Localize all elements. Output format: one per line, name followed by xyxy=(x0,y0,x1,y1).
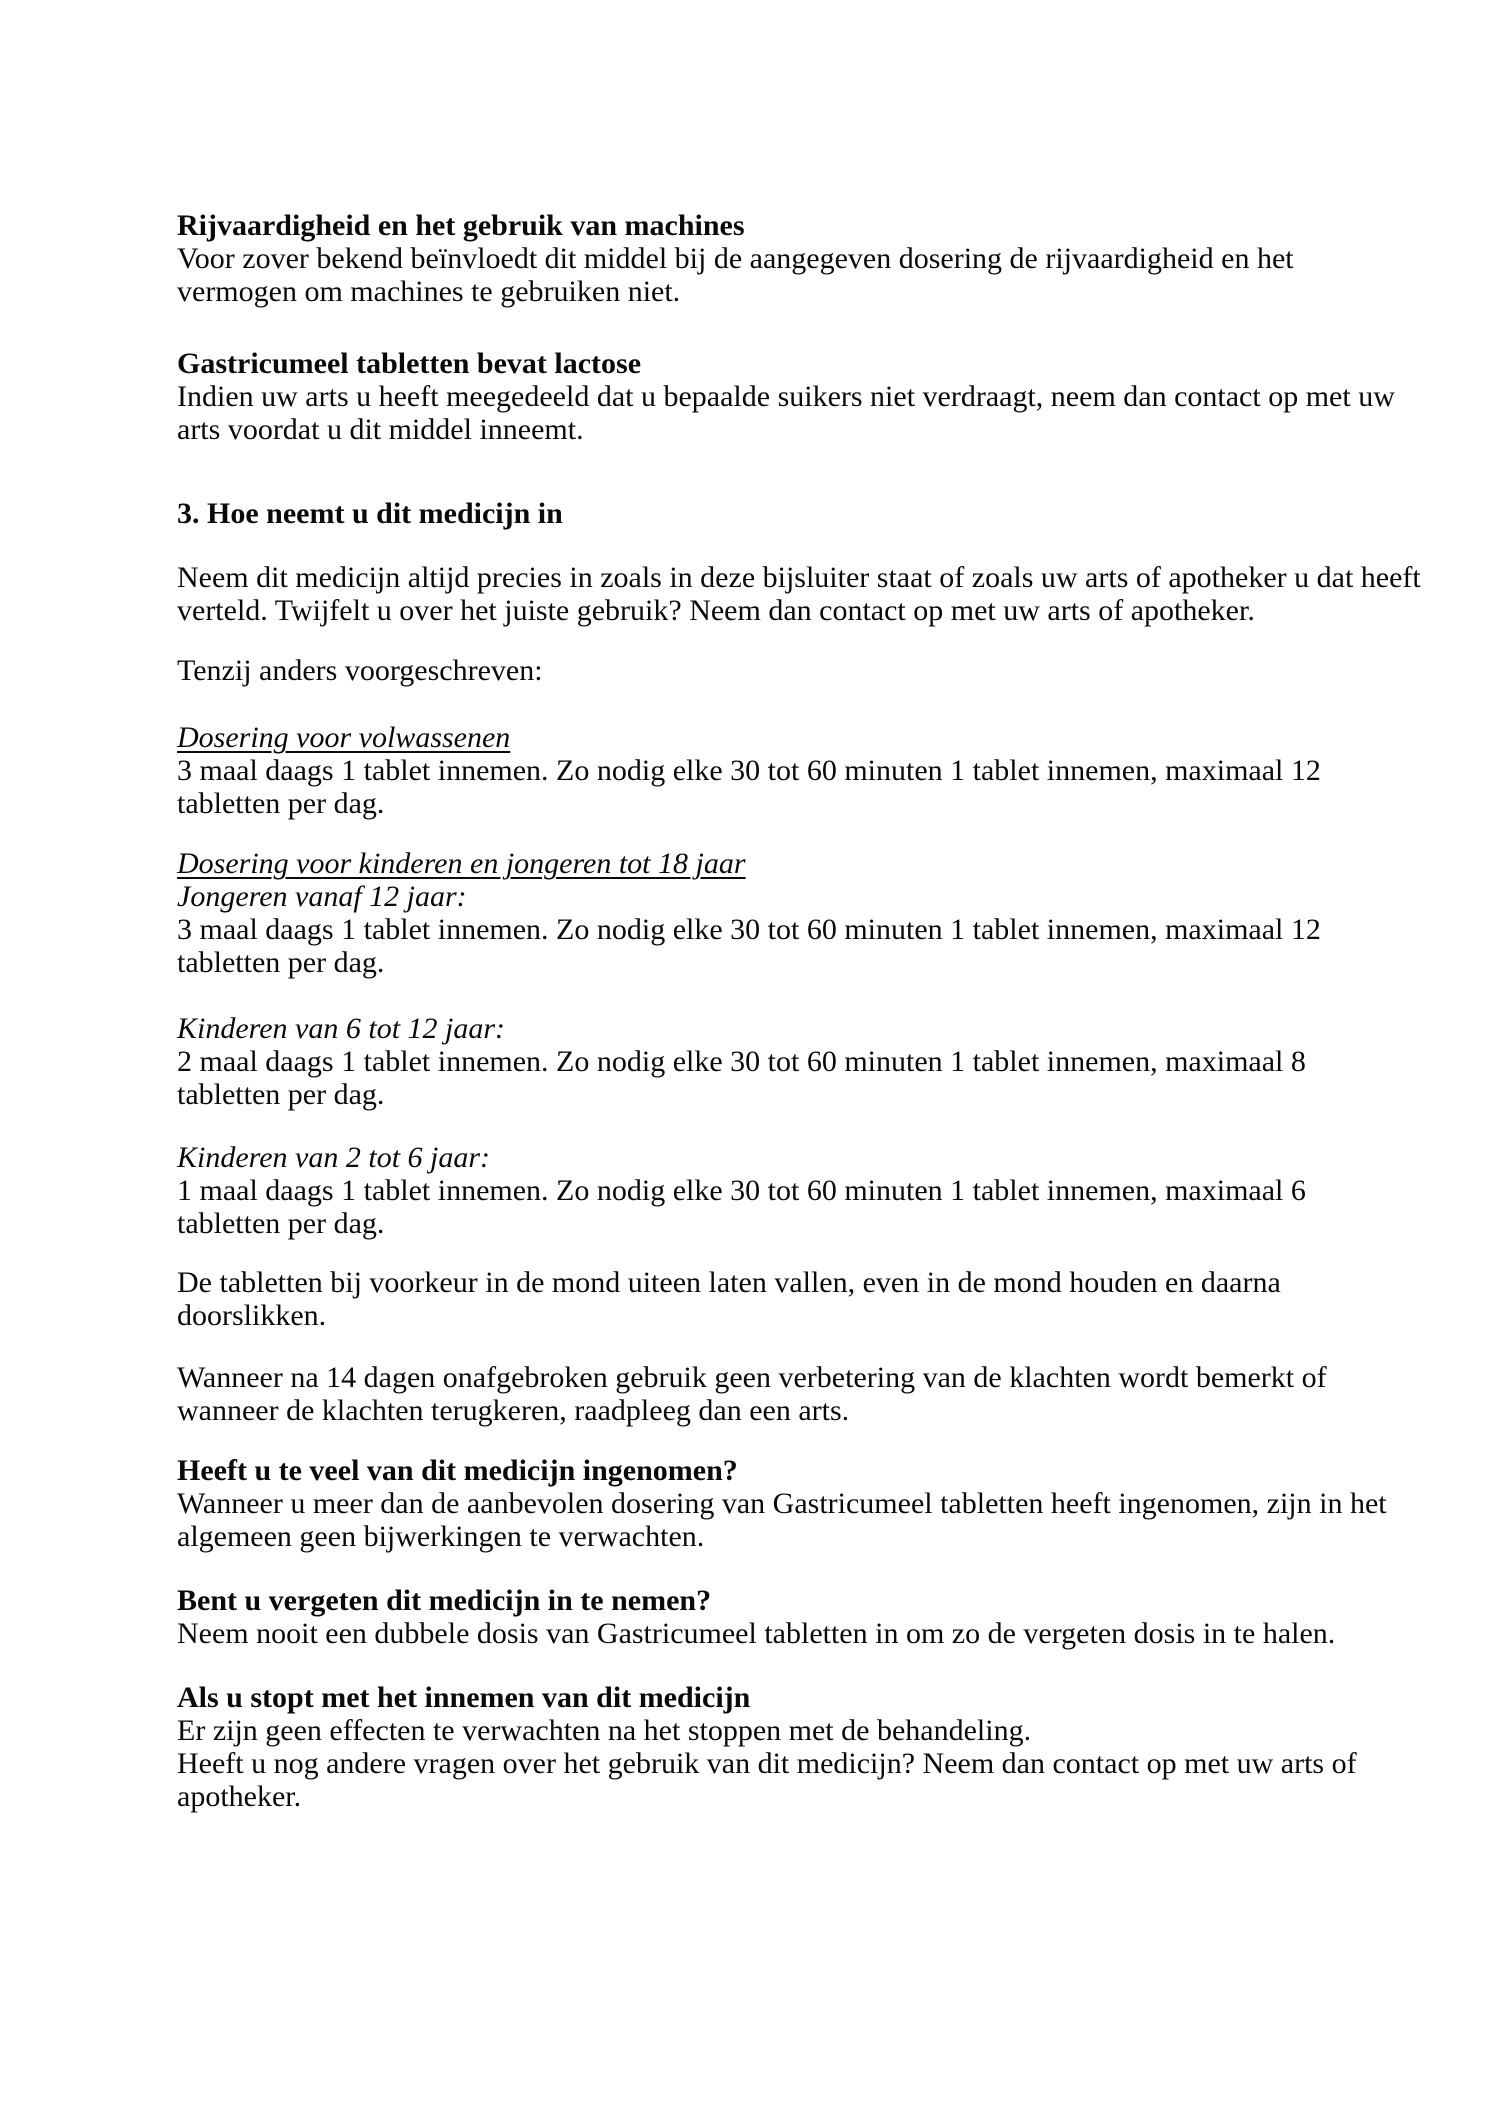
section-forgotten-dose xyxy=(177,1584,1364,1650)
body-line: Wanneer na 14 dagen onafgebroken gebruik geen verbetering van de klachten wordt bemerkt of xyxy=(177,1361,1327,1394)
intro-paragraph xyxy=(177,561,1421,627)
body-line: apotheker. xyxy=(177,1780,302,1813)
body-line: wanneer de klachten terugkeren, raadpleeg dan een arts. xyxy=(177,1394,850,1427)
body-line: Neem nooit een dubbele dosis van Gastricumeel tabletten in om zo de vergeten dosis in te halen. xyxy=(177,1617,1336,1650)
body-line: vermogen om machines te gebruiken niet. xyxy=(177,275,681,308)
dose-subheading: Dosering voor kinderen en jongeren tot 18 jaar xyxy=(177,847,746,880)
section-driving-machines xyxy=(177,209,1364,308)
section-overdose xyxy=(177,1454,1387,1553)
age-group-label: Kinderen van 2 tot 6 jaar: xyxy=(177,1141,491,1174)
fourteen-days-note xyxy=(177,1361,1364,1427)
body-line: Neem dit medicijn altijd precies in zoals in deze bijsluiter staat of zoals uw arts of apotheker u dat heeft xyxy=(177,561,1421,594)
section-heading: Als u stopt met het innemen van dit medicijn xyxy=(177,1681,751,1714)
section-heading: Bent u vergeten dit medicijn in te nemen? xyxy=(177,1584,712,1617)
body-line: 1 maal daags 1 tablet innemen. Zo nodig elke 30 tot 60 minuten 1 tablet innemen, maximaal 6 xyxy=(177,1174,1306,1207)
body-line: 3 maal daags 1 tablet innemen. Zo nodig elke 30 tot 60 minuten 1 tablet innemen, maximaal 12 xyxy=(177,913,1321,946)
body-line: doorslikken. xyxy=(177,1299,327,1332)
chapter-heading: 3. Hoe neemt u dit medicijn in xyxy=(177,497,563,530)
body-line: Voor zover bekend beïnvloedt dit middel bij de aangegeven dosering de rijvaardigheid en het xyxy=(177,242,1294,275)
dose-children-2-6 xyxy=(177,1141,1364,1240)
body-line: tabletten per dag. xyxy=(177,946,385,979)
body-line: 2 maal daags 1 tablet innemen. Zo nodig elke 30 tot 60 minuten 1 tablet innemen, maximaal 8 xyxy=(177,1045,1306,1078)
chapter-heading-3 xyxy=(177,497,1364,530)
age-group-label: Kinderen van 6 tot 12 jaar: xyxy=(177,1012,506,1045)
age-group-label: Jongeren vanaf 12 jaar: xyxy=(177,880,467,913)
section-heading: Heeft u te veel van dit medicijn ingenomen? xyxy=(177,1454,738,1487)
administration-note xyxy=(177,1266,1364,1332)
body-line: Heeft u nog andere vragen over het gebruik van dit medicijn? Neem dan contact op met uw arts of xyxy=(177,1747,1357,1780)
body-line: tabletten per dag. xyxy=(177,787,385,820)
body-line: Indien uw arts u heeft meegedeeld dat u bepaalde suikers niet verdraagt, neem dan contact op met uw xyxy=(177,380,1395,413)
body-line: verteld. Twijfelt u over het juiste gebruik? Neem dan contact op met uw arts of apotheker. xyxy=(177,594,1255,627)
body-line: Tenzij anders voorgeschreven: xyxy=(177,654,543,687)
section-heading: Rijvaardigheid en het gebruik van machines xyxy=(177,209,745,242)
body-line: tabletten per dag. xyxy=(177,1078,385,1111)
body-line: 3 maal daags 1 tablet innemen. Zo nodig elke 30 tot 60 minuten 1 tablet innemen, maximaal 12 xyxy=(177,754,1321,787)
section-lactose xyxy=(177,347,1395,446)
dose-children-6-12 xyxy=(177,1012,1364,1111)
dose-adults xyxy=(177,721,1364,820)
body-line: arts voordat u dit middel inneemt. xyxy=(177,413,584,446)
body-line: Wanneer u meer dan de aanbevolen dosering van Gastricumeel tabletten heeft ingenomen, zijn in het xyxy=(177,1487,1387,1520)
dose-subheading: Dosering voor volwassenen xyxy=(177,721,511,754)
section-stopping xyxy=(177,1681,1364,1813)
body-line: Er zijn geen effecten te verwachten na het stoppen met de behandeling. xyxy=(177,1714,1032,1747)
body-line: tabletten per dag. xyxy=(177,1207,385,1240)
section-heading: Gastricumeel tabletten bevat lactose xyxy=(177,347,642,380)
body-line: algemeen geen bijwerkingen te verwachten. xyxy=(177,1520,705,1553)
unless-prescribed-note xyxy=(177,654,1364,687)
dose-children-teens xyxy=(177,847,1364,979)
body-line: De tabletten bij voorkeur in de mond uiteen laten vallen, even in de mond houden en daarna xyxy=(177,1266,1281,1299)
